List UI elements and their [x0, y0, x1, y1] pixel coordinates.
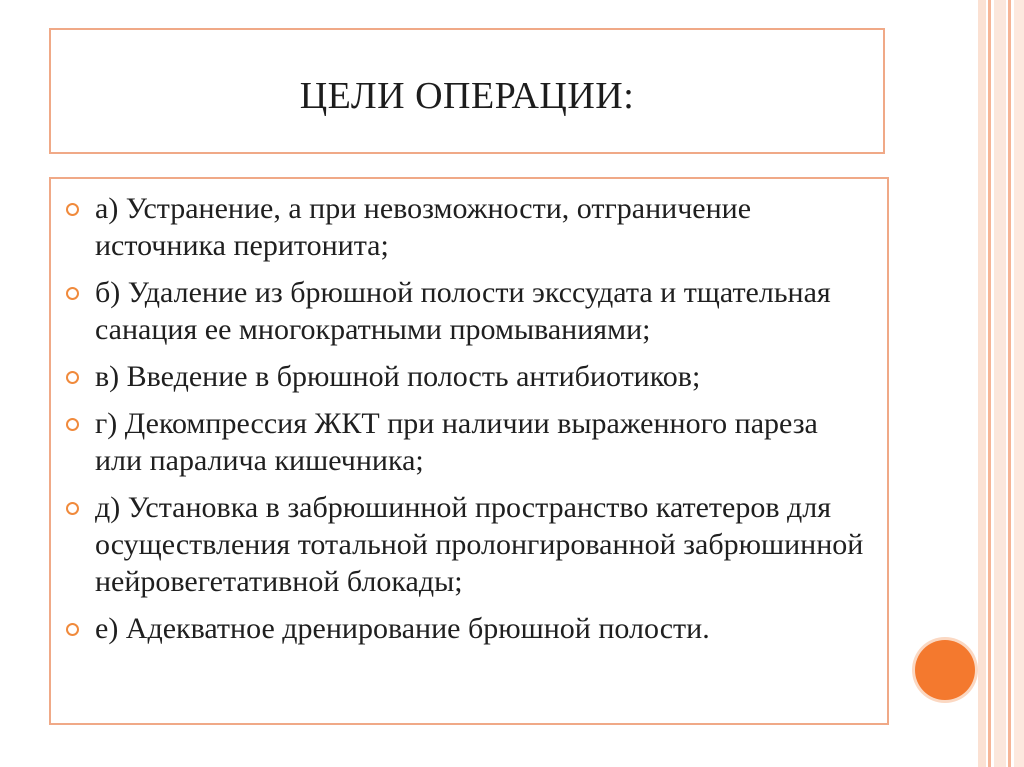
- list-item: [51, 489, 887, 600]
- slide-title: ЦЕЛИ ОПЕРАЦИИ:: [299, 75, 635, 117]
- list-item: [51, 274, 887, 348]
- list-item: [51, 610, 887, 647]
- bullet-circle-icon: [66, 371, 79, 384]
- list-item: [51, 190, 887, 264]
- decorative-orange-circle-icon: [915, 640, 975, 700]
- decorative-right-stripes: [978, 0, 1024, 767]
- goals-list: [51, 190, 887, 657]
- list-item: [51, 405, 887, 479]
- bullet-circle-icon: [66, 502, 79, 515]
- list-item: [51, 358, 887, 395]
- content-box: [49, 177, 889, 725]
- bullet-circle-icon: [66, 203, 79, 216]
- title-box: [49, 28, 885, 154]
- list-item-text: е) Адекватное дренирование брюшной полости.: [95, 612, 710, 645]
- list-item-text: г) Декомпрессия ЖКТ при наличии выраженного пареза или паралича кишечника;: [95, 407, 818, 477]
- list-item-text: в) Введение в брюшной полость антибиотиков;: [95, 360, 701, 393]
- list-item-text: а) Устранение, а при невозможности, отграничение источника перитонита;: [95, 192, 752, 262]
- bullet-circle-icon: [66, 623, 79, 636]
- bullet-circle-icon: [66, 418, 79, 431]
- list-item-text: б) Удаление из брюшной полости экссудата и тщательная санация ее многократными промываниями;: [95, 276, 831, 346]
- bullet-circle-icon: [66, 287, 79, 300]
- list-item-text: д) Установка в забрюшинной пространство катетеров для осуществления тотальной пролонгированной забрюшинной нейровегетативной блокады;: [95, 491, 864, 598]
